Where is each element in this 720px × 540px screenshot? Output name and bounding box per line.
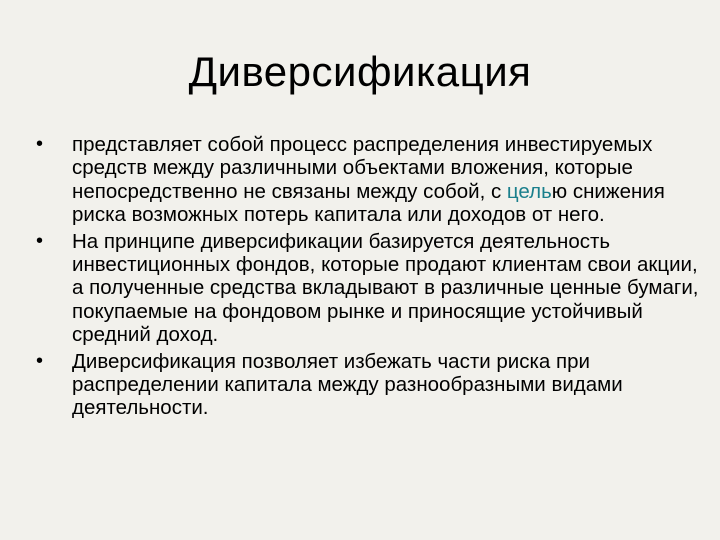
bullet-item-definition — [36, 133, 708, 227]
bullet-list — [36, 133, 708, 423]
bullet-item-risk-avoidance — [36, 350, 708, 420]
bullet-text: Диверсификация позволяет избежать части риска при распределении капитала между разнообразными видами деятельности. — [72, 349, 623, 420]
bullet-item-investment-funds — [36, 230, 708, 347]
slide-title: Диверсификация — [188, 48, 532, 95]
goal-link[interactable]: цель — [506, 179, 552, 203]
bullet-marker: • — [36, 349, 44, 372]
bullet-text-part: ю снижения риска возможных потерь капитала или доходов от него. — [72, 179, 665, 227]
bullet-text: На принципе диверсификации базируется деятельность инвестиционных фондов, которые продают клиентам свои акции, а полученные средства вкладывают в различные ценные бумаги, покупаемые на фондовом рынке и приносящие устойчивый средний доход. — [72, 229, 699, 347]
bullet-text-part: представляет собой процесс распределения инвестируемых средств между различными объектами вложения, которые непосредственно не связаны между собой, с — [72, 133, 653, 203]
bullet-marker: • — [36, 229, 44, 252]
bullet-marker: • — [36, 133, 44, 155]
